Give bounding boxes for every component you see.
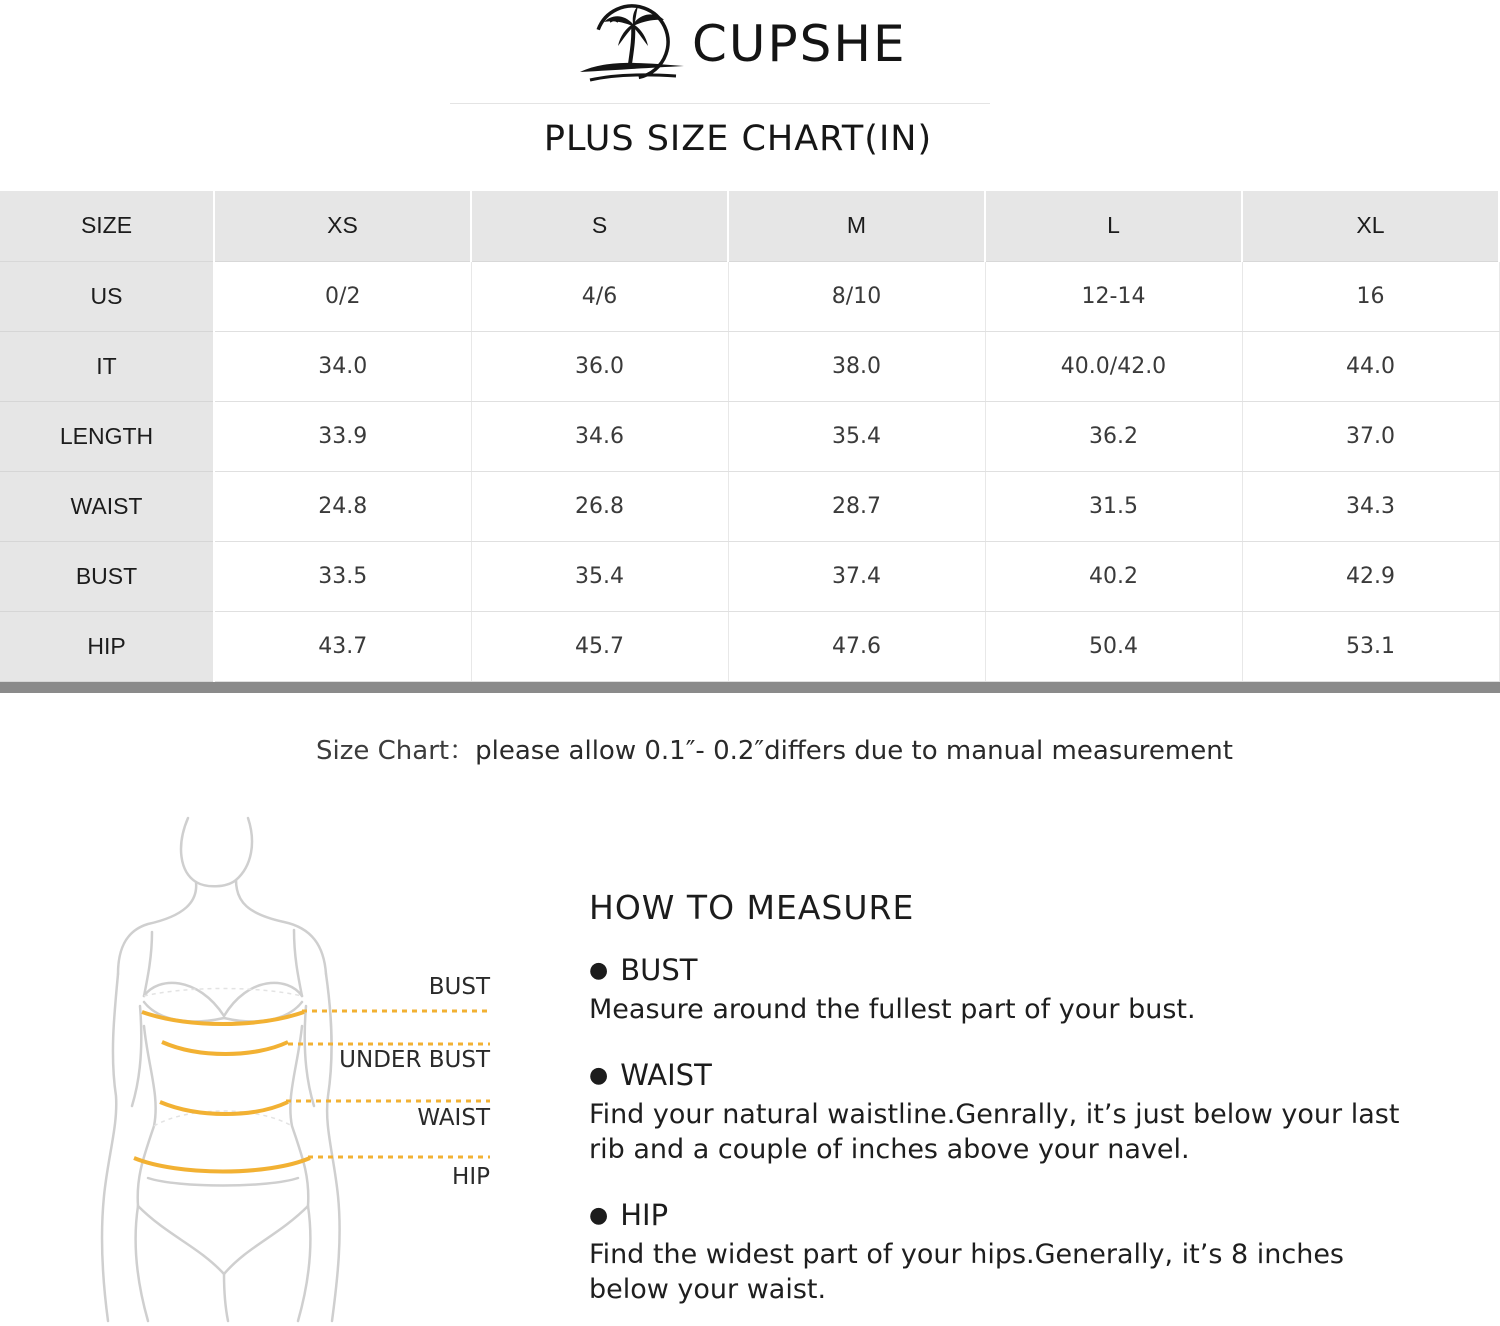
- palm-tree-island-icon: [576, 2, 688, 84]
- row-label: HIP: [0, 611, 214, 681]
- table-cell: 53.1: [1242, 611, 1499, 681]
- table-cell: 37.0: [1242, 401, 1499, 471]
- table-cell: 24.8: [214, 471, 471, 541]
- table-cell: 0/2: [214, 261, 471, 331]
- bullet-icon: ●: [589, 958, 609, 983]
- bullet-icon: ●: [589, 1203, 609, 1228]
- size-chart-table: [0, 191, 1500, 682]
- header-size-s: S: [471, 191, 728, 261]
- label-waist: WAIST: [417, 1105, 490, 1131]
- header-size-xl: XL: [1242, 191, 1499, 261]
- howto-heading: BUST: [620, 953, 698, 987]
- table-row: [0, 401, 1499, 471]
- row-label: LENGTH: [0, 401, 214, 471]
- table-cell: 38.0: [728, 331, 985, 401]
- brand-name: CUPSHE: [692, 15, 907, 73]
- brand-logo: [576, 2, 916, 86]
- table-cell: 31.5: [985, 471, 1242, 541]
- row-label: BUST: [0, 541, 214, 611]
- table-cell: 40.0/42.0: [985, 331, 1242, 401]
- table-cell: 44.0: [1242, 331, 1499, 401]
- table-row: [0, 541, 1499, 611]
- howto-item-hip: [589, 1197, 1489, 1307]
- table-cell: 43.7: [214, 611, 471, 681]
- body-measurement-diagram-icon: [88, 806, 508, 1326]
- label-bust: BUST: [428, 974, 490, 1000]
- measurement-note: [316, 732, 1233, 770]
- table-cell: 35.4: [471, 541, 728, 611]
- title-divider: [450, 103, 990, 104]
- table-cell: 28.7: [728, 471, 985, 541]
- howto-item-bust: [589, 952, 1489, 1027]
- howto-heading: WAIST: [620, 1058, 712, 1092]
- table-cell: 34.6: [471, 401, 728, 471]
- howto-desc-line: Find your natural waistline.Genrally, it’s just below your last: [589, 1099, 1400, 1130]
- table-cell: 26.8: [471, 471, 728, 541]
- howto-title: HOW TO MEASURE: [589, 888, 915, 927]
- how-to-measure: [589, 886, 1489, 1305]
- bullet-icon: ●: [589, 1063, 609, 1088]
- header-size-l: L: [985, 191, 1242, 261]
- row-label: US: [0, 261, 214, 331]
- table-cell: 47.6: [728, 611, 985, 681]
- table-cell: 34.3: [1242, 471, 1499, 541]
- table-cell: 36.2: [985, 401, 1242, 471]
- note-label: Size Chart：: [316, 736, 476, 766]
- table-row: [0, 261, 1499, 331]
- row-label: WAIST: [0, 471, 214, 541]
- table-cell: 16: [1242, 261, 1499, 331]
- howto-desc-line: rib and a couple of inches above your navel.: [589, 1134, 1190, 1165]
- table-cell: 42.9: [1242, 541, 1499, 611]
- table-row: [0, 471, 1499, 541]
- header-size-xs: XS: [214, 191, 471, 261]
- howto-desc-line: Find the widest part of your hips.Generally, it’s 8 inches: [589, 1239, 1344, 1270]
- howto-desc-line: below your waist.: [589, 1274, 827, 1305]
- table-row: [0, 611, 1499, 681]
- table-cell: 35.4: [728, 401, 985, 471]
- table-cell: 45.7: [471, 611, 728, 681]
- table-cell: 4/6: [471, 261, 728, 331]
- table-cell: 33.5: [214, 541, 471, 611]
- row-label: IT: [0, 331, 214, 401]
- table-cell: 33.9: [214, 401, 471, 471]
- table-cell: 12-14: [985, 261, 1242, 331]
- table-row: [0, 331, 1499, 401]
- howto-item-waist: [589, 1057, 1489, 1167]
- label-under-bust: UNDER BUST: [339, 1047, 490, 1073]
- table-cell: 8/10: [728, 261, 985, 331]
- table-cell: 50.4: [985, 611, 1242, 681]
- note-text: please allow 0.1″- 0.2″differs due to manual measurement: [475, 736, 1233, 766]
- chart-title: PLUS SIZE CHART(IN): [543, 119, 933, 159]
- table-bottom-bar: [0, 682, 1500, 693]
- howto-desc-line: Measure around the fullest part of your bust.: [589, 994, 1196, 1025]
- table-header-row: [0, 191, 1499, 261]
- table-cell: 36.0: [471, 331, 728, 401]
- label-hip: HIP: [452, 1164, 490, 1190]
- table-cell: 40.2: [985, 541, 1242, 611]
- table-cell: 37.4: [728, 541, 985, 611]
- header-size-label: SIZE: [0, 191, 214, 261]
- table-cell: 34.0: [214, 331, 471, 401]
- howto-heading: HIP: [620, 1198, 669, 1232]
- header-size-m: M: [728, 191, 985, 261]
